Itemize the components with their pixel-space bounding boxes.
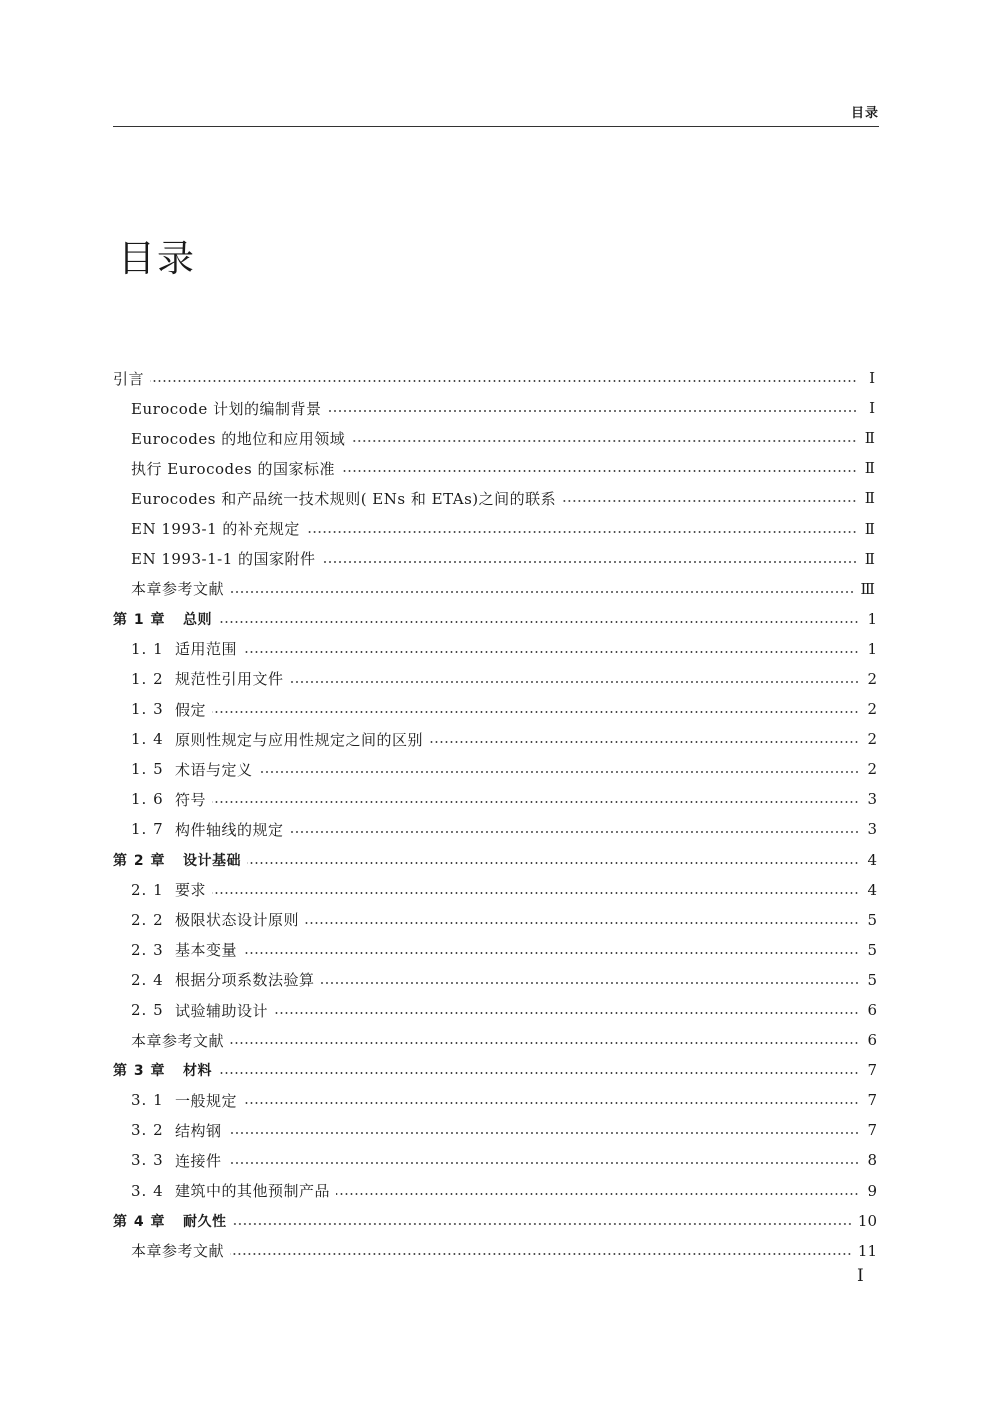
toc-entry-page: 5	[867, 910, 877, 929]
toc-entry[interactable]	[113, 995, 879, 1025]
toc-entry-page: Ⅰ	[869, 369, 875, 388]
toc-entry-page: 1	[867, 639, 877, 658]
toc-entry[interactable]	[113, 905, 879, 935]
toc-entry-page: Ⅲ	[860, 579, 875, 598]
toc-entry-number: 1. 2	[131, 669, 164, 688]
toc-entry-title: 材料	[183, 1063, 212, 1080]
toc-entry-page: 5	[867, 970, 877, 989]
toc-entry[interactable]	[113, 1025, 879, 1055]
toc-entry-title: Eurocodes 和产品统一技术规则( ENs 和 ETAs)之间的联系	[131, 489, 557, 508]
toc-entry-page: 7	[867, 1091, 877, 1110]
toc-entry-title: 基本变量	[175, 941, 238, 960]
toc-entry-page: 6	[867, 1031, 877, 1050]
toc-dot-leader	[218, 1071, 859, 1075]
toc-entry-page: Ⅱ	[864, 489, 875, 508]
running-header	[113, 100, 879, 127]
toc-entry-number: 第 4 章	[113, 1213, 166, 1230]
toc-entry-title: 术语与定义	[175, 760, 253, 779]
toc-dot-leader	[247, 861, 859, 865]
toc-entry-number: 2. 3	[131, 940, 164, 959]
toc-entry[interactable]	[113, 453, 879, 483]
toc-entry-number: 3. 3	[131, 1151, 164, 1170]
toc-dot-leader	[336, 1192, 859, 1196]
toc-entry-title: 适用范围	[175, 640, 238, 659]
toc-entry[interactable]	[113, 393, 879, 423]
toc-dot-leader	[429, 740, 859, 744]
toc-dot-leader	[150, 379, 857, 383]
toc-entry-title: 试验辅助设计	[175, 1001, 269, 1020]
toc-entry-page: 3	[867, 790, 877, 809]
toc-entry-page: 7	[867, 1121, 877, 1140]
toc-entry-title: 本章参考文献	[131, 1031, 225, 1050]
toc-entry-page: 6	[867, 1001, 877, 1020]
toc-entry[interactable]	[113, 965, 879, 995]
toc-entry-title: EN 1993-1-1 的国家附件	[131, 550, 316, 569]
toc-entry-title: 本章参考文献	[131, 1242, 225, 1261]
toc-entry-page: 2	[867, 700, 877, 719]
toc-entry[interactable]	[113, 1145, 879, 1175]
toc-entry-page: 2	[867, 760, 877, 779]
toc-entry-number: 1. 5	[131, 760, 164, 779]
toc-entry-page: 4	[867, 850, 877, 869]
toc-entry-title: Eurocode 计划的编制背景	[131, 399, 322, 418]
toc-dot-leader	[230, 590, 855, 594]
toc-entry-title: 结构钢	[175, 1121, 222, 1140]
toc-dot-leader	[341, 469, 857, 473]
toc-dot-leader	[274, 1011, 859, 1015]
toc-dot-leader	[218, 620, 859, 624]
toc-entry-number: 2. 1	[131, 880, 164, 899]
toc-entry-page: 2	[867, 669, 877, 688]
toc-entry-title: 连接件	[175, 1151, 222, 1170]
toc-entry-page: 9	[867, 1181, 877, 1200]
toc-entry-number: 1. 6	[131, 790, 164, 809]
toc-dot-leader	[243, 650, 859, 654]
toc-chapter-entry[interactable]	[113, 1055, 879, 1085]
toc-entry-title: 执行 Eurocodes 的国家标准	[131, 459, 335, 478]
toc-entry-title: EN 1993-1 的补充规定	[131, 520, 300, 539]
page-number: Ⅰ	[857, 1266, 864, 1286]
toc-dot-leader	[233, 1222, 852, 1226]
toc-dot-leader	[322, 560, 857, 564]
toc-entry-number: 2. 4	[131, 970, 164, 989]
toc-entry-title: 一般规定	[175, 1091, 238, 1110]
toc-entry[interactable]	[113, 1236, 879, 1266]
toc-dot-leader	[562, 499, 857, 503]
toc-dot-leader	[230, 1252, 852, 1256]
page-title: 目录	[118, 237, 196, 280]
toc-entry-number: 1. 1	[131, 639, 164, 658]
toc-entry[interactable]	[113, 483, 879, 513]
toc-chapter-entry[interactable]	[113, 845, 879, 875]
toc-entry-title: 规范性引用文件	[175, 670, 284, 689]
toc-entry-title: 总则	[183, 611, 212, 628]
running-header-title: 目录	[850, 106, 879, 121]
toc-dot-leader	[306, 530, 857, 534]
toc-entry[interactable]	[113, 935, 879, 965]
toc-entry[interactable]	[113, 363, 879, 393]
toc-entry[interactable]	[113, 1085, 879, 1115]
toc-dot-leader	[290, 830, 859, 834]
toc-entry-page: 10	[857, 1211, 877, 1230]
toc-entry[interactable]	[113, 1176, 879, 1206]
toc-entry[interactable]	[113, 754, 879, 784]
toc-entry-title: 引言	[113, 369, 145, 388]
toc-dot-leader	[212, 891, 859, 895]
toc-entry-number: 3. 4	[131, 1181, 164, 1200]
toc-entry-number: 第 1 章	[113, 611, 166, 628]
toc-entry-number: 2. 5	[131, 1001, 164, 1020]
toc-entry-page: 3	[867, 820, 877, 839]
toc-entry-number: 1. 7	[131, 820, 164, 839]
toc-dot-leader	[212, 710, 859, 714]
toc-entry-page: Ⅱ	[864, 429, 875, 448]
toc-entry-number: 第 2 章	[113, 852, 166, 869]
toc-entry[interactable]	[113, 634, 879, 664]
toc-entry-page: 11	[857, 1241, 877, 1260]
toc-entry-page: 7	[867, 1061, 877, 1080]
toc-entry[interactable]	[113, 694, 879, 724]
toc-entry[interactable]	[113, 574, 879, 604]
toc-entry-title: 假定	[175, 700, 207, 719]
toc-entry-number: 3. 1	[131, 1091, 164, 1110]
toc-entry-page: 4	[867, 880, 877, 899]
toc-entry-page: Ⅱ	[864, 549, 875, 568]
toc-dot-leader	[351, 439, 857, 443]
toc-dot-leader	[230, 1041, 859, 1045]
toc-entry[interactable]	[113, 664, 879, 694]
toc-entry-title: Eurocodes 的地位和应用领域	[131, 429, 346, 448]
toc-entry-number: 第 3 章	[113, 1063, 166, 1080]
toc-chapter-entry[interactable]	[113, 604, 879, 634]
toc-entry-title: 本章参考文献	[131, 580, 225, 599]
toc-dot-leader	[290, 680, 859, 684]
toc-entry-page: Ⅰ	[869, 399, 875, 418]
toc-entry-page: 8	[867, 1151, 877, 1170]
toc-entry[interactable]	[113, 1115, 879, 1145]
toc-entry[interactable]	[113, 423, 879, 453]
toc-dot-leader	[228, 1131, 859, 1135]
toc-dot-leader	[328, 409, 858, 413]
toc-entry-title: 极限状态设计原则	[175, 911, 300, 930]
toc-entry-title: 建筑中的其他预制产品	[175, 1182, 331, 1201]
toc-dot-leader	[212, 800, 859, 804]
toc-entry[interactable]	[113, 875, 879, 905]
toc-entry-page: 1	[867, 609, 877, 628]
toc-entry-page: 2	[867, 730, 877, 749]
toc-entry[interactable]	[113, 784, 879, 814]
toc-entry-title: 设计基础	[183, 852, 241, 869]
toc-entry-number: 1. 4	[131, 730, 164, 749]
toc-dot-leader	[228, 1161, 859, 1165]
toc-dot-leader	[305, 921, 859, 925]
toc-entry-title: 耐久性	[183, 1213, 227, 1230]
toc-chapter-entry[interactable]	[113, 1206, 879, 1236]
toc-entry-number: 3. 2	[131, 1121, 164, 1140]
toc-entry[interactable]	[113, 814, 879, 844]
toc-entry-page: Ⅱ	[864, 459, 875, 478]
toc-dot-leader	[259, 770, 859, 774]
table-of-contents	[113, 363, 879, 1266]
toc-entry[interactable]	[113, 513, 879, 543]
toc-dot-leader	[243, 1101, 859, 1105]
toc-dot-leader	[321, 981, 859, 985]
toc-entry[interactable]	[113, 724, 879, 754]
toc-entry-number: 2. 2	[131, 910, 164, 929]
toc-entry-title: 原则性规定与应用性规定之间的区别	[175, 730, 424, 749]
toc-entry-title: 构件轴线的规定	[175, 820, 284, 839]
toc-entry-number: 1. 3	[131, 700, 164, 719]
toc-entry[interactable]	[113, 544, 879, 574]
toc-dot-leader	[243, 951, 859, 955]
toc-entry-title: 符号	[175, 790, 207, 809]
toc-entry-page: Ⅱ	[864, 519, 875, 538]
toc-entry-title: 根据分项系数法验算	[175, 971, 315, 990]
toc-entry-title: 要求	[175, 881, 207, 900]
toc-entry-page: 5	[867, 940, 877, 959]
